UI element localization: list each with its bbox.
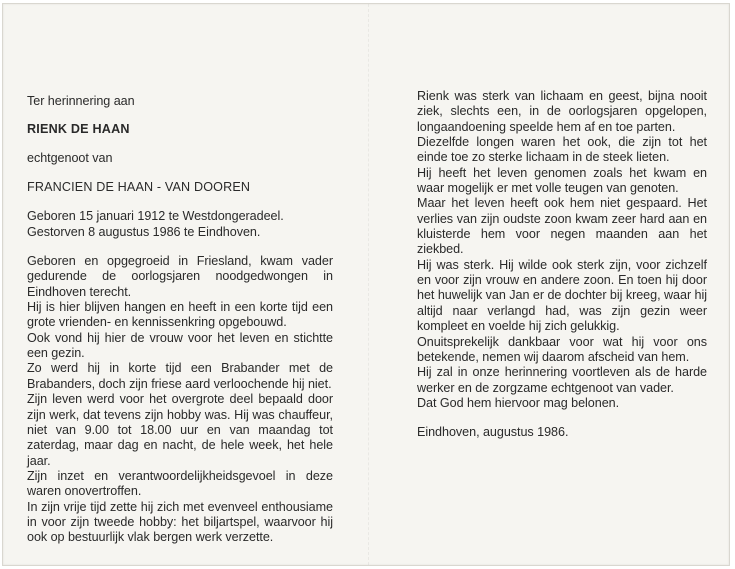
memory-paragraph: Hij was sterk. Hij wilde ook sterk zijn, voor zichzelf en voor zijn vrouw en andere zoon. En toen hij door het huwelijk van Jan er de dochter bij kreeg, waar hij altijd naar verlangd had, was zijn gezin weer kompleet en voelde hij zich gelukkig. — [417, 257, 707, 334]
bio-paragraph: In zijn vrije tijd zette hij zich met evenveel enthousiame in voor zijn tweede hobby: het biljartspel, waarvoor hij ook op bestuurlijk vlak bergen werk verzette. — [27, 499, 333, 545]
birth-line: Geboren 15 januari 1912 te Westdongeradeel. — [27, 209, 284, 224]
left-page — [27, 94, 333, 546]
bio-paragraph: Zijn inzet en verantwoordelijkheidsgevoel in deze waren onovertroffen. — [27, 468, 333, 499]
memory-paragraph: Maar het leven heeft ook hem niet gespaard. Het verlies van zijn oudste zoon kwam zeer hard aan en kluisterde hem voor negen maanden aan het ziekbed. — [417, 196, 707, 257]
bio-paragraph: Zo werd hij in korte tijd een Brabander met de Brabanders, doch zijn friese aard verloochende hij niet. — [27, 361, 333, 391]
memory-paragraph: Diezelfde longen waren het ook, die zijn tot het einde toe zo sterke lichaam in de steek lieten. — [417, 135, 707, 165]
memory-paragraph: Rienk was sterk van lichaam en geest, bijna nooit ziek, slechts een, in de oorlogsjaren opgelopen, longaandoening speelde hem af en toe parten. — [417, 89, 707, 134]
memorial-card — [2, 3, 730, 566]
memory-paragraph: Hij heeft het leven genomen zoals het kwam en waar mogelijk er met volle teugen van genoten. — [417, 165, 707, 196]
bio-paragraph: Hij is hier blijven hangen en heeft in een korte tijd een grote vrienden- en kennissenkring opgebouwd. — [27, 300, 333, 330]
memory-paragraph: Hij zal in onze herinnering voortleven als de harde werker en de zorgzame echtgenoot van vader. — [417, 365, 707, 395]
spouse-name: FRANCIEN DE HAAN - VAN DOOREN — [27, 180, 251, 195]
death-line: Gestorven 8 augustus 1986 te Eindhoven. — [27, 224, 261, 239]
bio-paragraph: Geboren en opgegroeid in Friesland, kwam vader gedurende de oorlogsjaren noodgedwongen in Eindhoven terecht. — [27, 254, 333, 299]
deceased-name: RIENK DE HAAN — [27, 122, 130, 137]
memory-paragraph: Dat God hem hiervoor mag belonen. — [417, 395, 620, 410]
right-page — [417, 89, 707, 441]
bio-paragraph: Zijn leven werd voor het overgrote deel bepaald door zijn werk, dat tevens zijn hobby was. Hij was chauffeur, niet van 9.00 tot 18.00 uur en van maandag tot zaterdag, maar dag en nacht, de hele week, het hele jaar. — [27, 392, 333, 468]
card-fold-line — [368, 4, 369, 565]
memory-paragraph: Onuitsprekelijk dankbaar voor wat hij voor ons betekende, nemen wij daarom afscheid van hem. — [417, 334, 707, 364]
intro-text: Ter herinnering aan — [27, 94, 135, 108]
bio-paragraph: Ook vond hij hier de vrouw voor het leven en stichtte een gezin. — [27, 330, 333, 361]
place-date: Eindhoven, augustus 1986. — [417, 425, 569, 440]
relation-text: echtgenoot van — [27, 150, 113, 165]
